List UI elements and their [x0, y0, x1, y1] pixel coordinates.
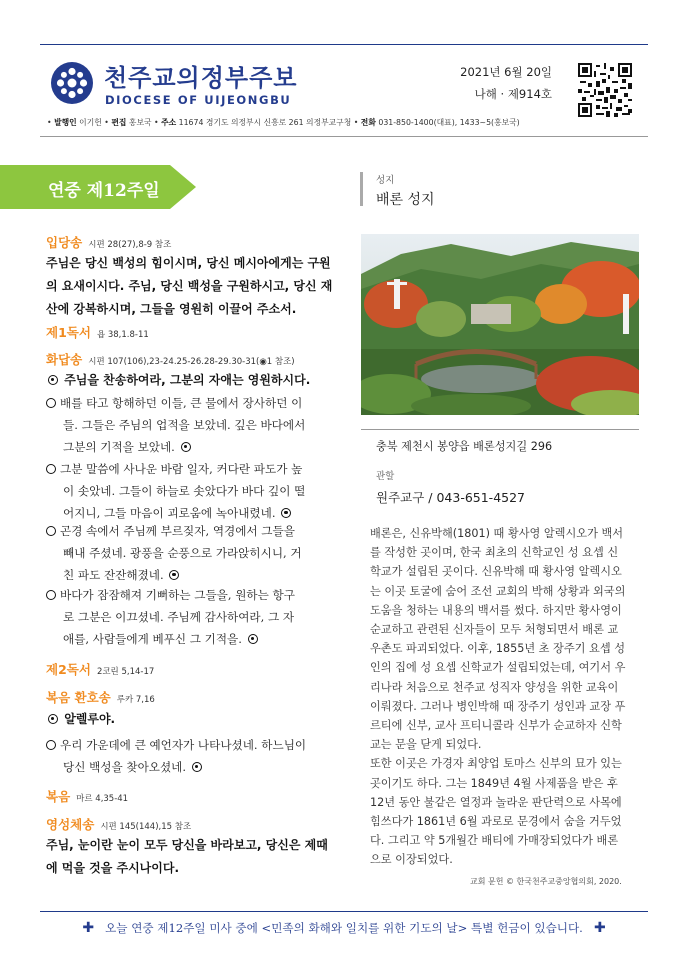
footer-rule [40, 911, 648, 912]
diocese-logo [50, 61, 94, 105]
communion-heading: 영성체송 시편 145(144),15 참조 [46, 817, 192, 832]
issue-number: 나해 · 제914호 [474, 87, 552, 101]
shrine-section-label: 성지 [376, 175, 395, 186]
response-icon [181, 442, 191, 452]
publication-info: • 발행인 이기헌 • 편집 홍보국 • 주소 11674 경기도 의정부시 신흥로 261 의정부교구청 • 전화 031-850-1400(대표), 1433~5(홍보국) [47, 118, 520, 127]
psalm-verse-2: 그분 말씀에 사나운 바람 일자, 커다란 파도가 높 이 솟았네. 그들이 하늘로 솟았다가 바다 깊이 떨 어지니, 그들 마음이 괴로움에 녹아내렸네. [46, 458, 305, 524]
header-top-rule [40, 44, 648, 45]
response-icon [248, 634, 258, 644]
entrance-antiphon-text: 주님은 당신 백성의 힘이시며, 당신 메시아에게는 구원 의 요새이시다. 주님, 당신 백성을 구원하시고, 당신 재 산에 강복하시며, 그들을 영원히 이끌어 주소서. [46, 256, 333, 316]
psalm-verse-1: 배를 타고 항해하던 이들, 큰 물에서 장사하던 이 들. 그들은 주님의 업적을 보았네. 깊은 바다에서 그분의 기적을 보았네. [46, 392, 305, 458]
alleluia-response: 알렐루야. [46, 708, 115, 731]
cross-icon: ✚ [593, 920, 606, 936]
sunday-title: 연중 제12주일 [48, 181, 160, 201]
photo-caption-rule [361, 429, 639, 430]
verse-ring-icon [46, 740, 56, 750]
verse-ring-icon [46, 590, 56, 600]
gospel-heading: 복음 마르 4,35-41 [46, 789, 129, 804]
alleluia-heading: 복음 환호송 루카 7,16 [46, 690, 155, 705]
shrine-accent-bar [360, 172, 363, 206]
shrine-name: 배론 성지 [376, 192, 435, 208]
response-icon [192, 762, 202, 772]
verse-ring-icon [46, 398, 56, 408]
issue-date: 2021년 6월 20일 [460, 65, 552, 79]
response-icon [48, 714, 58, 724]
entrance-antiphon-heading: 입당송 시편 28(27),8-9 참조 [46, 235, 172, 250]
shrine-contact: 원주교구 / 043-651-4527 [376, 490, 526, 505]
communion-text: 주님, 눈이란 눈이 모두 당신을 바라보고, 당신은 제때 에 먹을 것을 주시나이다. [46, 838, 328, 875]
verse-ring-icon [46, 526, 56, 536]
bulletin-title: 천주교의정부주보 [104, 64, 298, 92]
psalm-verse-3: 곤경 속에서 주님께 부르짖자, 역경에서 그들을 빼내 주셨네. 광풍을 순풍으로 가라앉히시니, 거 친 파도 잔잔해졌네. [46, 520, 302, 586]
bulletin-subtitle: DIOCESE OF UIJEONGBU [105, 93, 292, 107]
psalm-heading: 화답송 시편 107(106),23-24.25-26.28-29.30-31(◉1 참조) [46, 352, 295, 367]
psalm-response: 주님을 찬송하여라, 그분의 자애는 영원하시다. [46, 369, 310, 392]
footer-notice: ✚ 오늘 연중 제12주일 미사 중에 <민족의 화해와 일치를 위한 기도의 날> 특별 헌금이 있습니다. ✚ [82, 920, 606, 936]
shrine-photo [361, 234, 639, 415]
second-reading-heading: 제2독서 2코린 5,14-17 [46, 662, 155, 677]
cross-icon: ✚ [82, 920, 95, 936]
response-icon [48, 375, 58, 385]
first-reading-heading: 제1독서 욥 38,1.8-11 [46, 325, 149, 340]
response-icon [169, 570, 179, 580]
source-credit: 교회 문헌 © 한국천주교중앙협의회, 2020. [470, 877, 622, 886]
alleluia-verse: 우리 가운데에 큰 예언자가 나타나셨네. 하느님이 당신 백성을 찾아오셨네. [46, 734, 306, 778]
shrine-description: 배론은, 신유박해(1801) 때 황사영 알렉시오가 백서 를 작성한 곳이며, 한국 최초의 신학교인 성 요셉 신 학교가 설립된 곳이다. 신유박해 때 황사영 알렉시오 는 이곳 토굴에 숨어 조선 교회의 박해 상황과 외국의 도움을 청하는 내용의 백서를 썼다. 하지만 황사영이 순교하고 관련된 신자들이 모두 처형되면서 배론 교 우촌도 파괴되었다. 이후, 1855년 초 장주기 요셉 성 인의 집에 성 요셉 신학교가 설립되었는데, 여기서 우 리나라 처음으로 천주교 성직자 양성을 위한 교육이 이뤄졌다. 그러나 병인박해 때 장주기 성인과 교장 푸 르티에 신부, 교사 프티니콜라 신부가 순교하자 신학 교는 문을 닫게 되었다. 또한 이곳은 가경자 최양업 토마스 신부의 묘가 있는 곳이기도 하다. 그는 1849년 4월 사제품을 받은 후 12년 동안 불같은 열정과 놀라운 판단력으로 사목에 힘쓰다가 1861년 6월 과로로 문경에서 숨을 거두었 다. 그리고 약 5개월간 배티에 가매장되었다가 배론 으로 이장되었다. [370, 527, 626, 867]
verse-ring-icon [46, 464, 56, 474]
header-bottom-rule [40, 136, 648, 137]
response-icon [281, 508, 291, 518]
psalm-verse-4: 바다가 잠잠해져 기뻐하는 그들을, 원하는 항구 로 그분은 이끄셨네. 주님께 감사하여라, 그 자 애를, 사람들에게 베푸신 그 기적을. [46, 584, 295, 650]
qr-code[interactable] [578, 63, 632, 117]
shrine-contact-label: 관할 [376, 471, 395, 482]
shrine-address: 충북 제천시 봉양읍 배론성지길 296 [376, 440, 553, 453]
